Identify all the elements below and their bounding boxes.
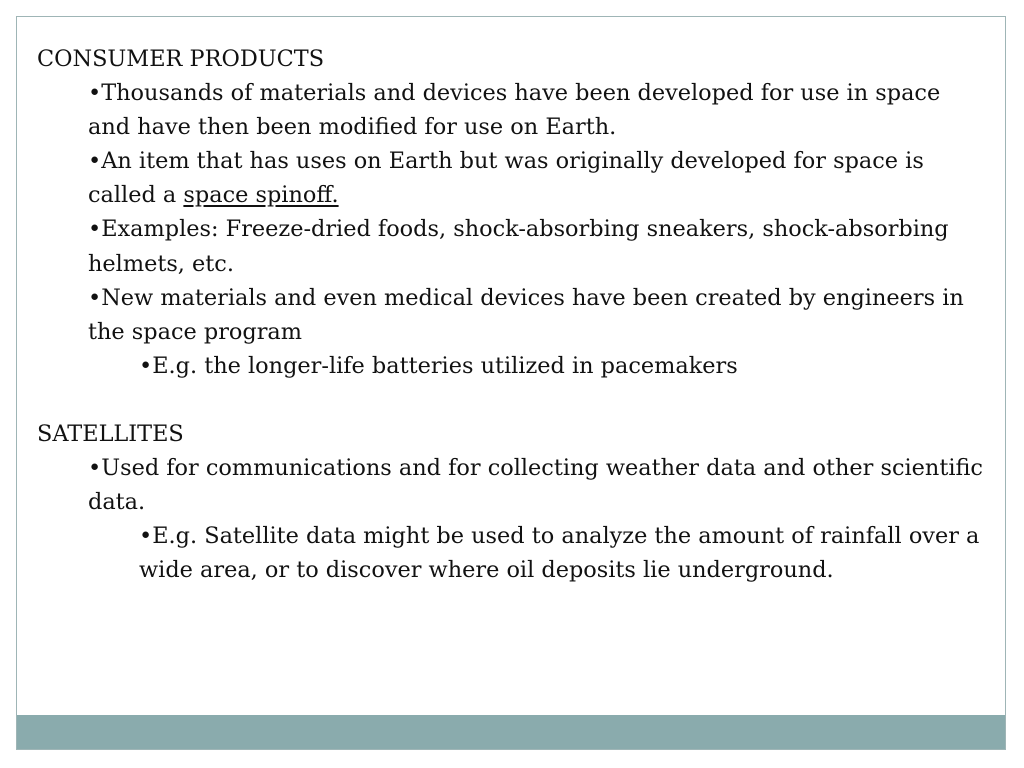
slide-content <box>37 42 987 588</box>
spinoff-definition-text: •An item that has uses on Earth but was originally developed for space is called a <box>88 148 924 209</box>
slide <box>16 16 1006 750</box>
bullet-satellite-uses: •Used for communications and for collecting weather data and other scientific data. <box>88 455 983 516</box>
space-spinoff-term: space spinoff. <box>183 182 339 209</box>
bullet-space-spinoff <box>37 144 987 212</box>
satellites-heading: SATELLITES <box>37 421 184 448</box>
section-spacer <box>37 383 987 417</box>
sub-bullet-pacemakers: •E.g. the longer-life batteries utilized in pacemakers <box>139 352 738 379</box>
bullet-examples: •Examples: Freeze-dried foods, shock-absorbing sneakers, shock-absorbing helmets, etc. <box>88 216 949 277</box>
bullet-materials-devices: •Thousands of materials and devices have been developed for use in space and have then been modified for use on Earth. <box>88 80 941 141</box>
consumer-products-heading: CONSUMER PRODUCTS <box>37 46 325 72</box>
sub-bullet-satellite-data: •E.g. Satellite data might be used to analyze the amount of rainfall over a wide area, or to discover where oil deposits lie underground. <box>139 523 980 584</box>
footer-bar <box>17 715 1005 749</box>
bullet-new-materials: •New materials and even medical devices have been created by engineers in the space program <box>88 284 964 345</box>
